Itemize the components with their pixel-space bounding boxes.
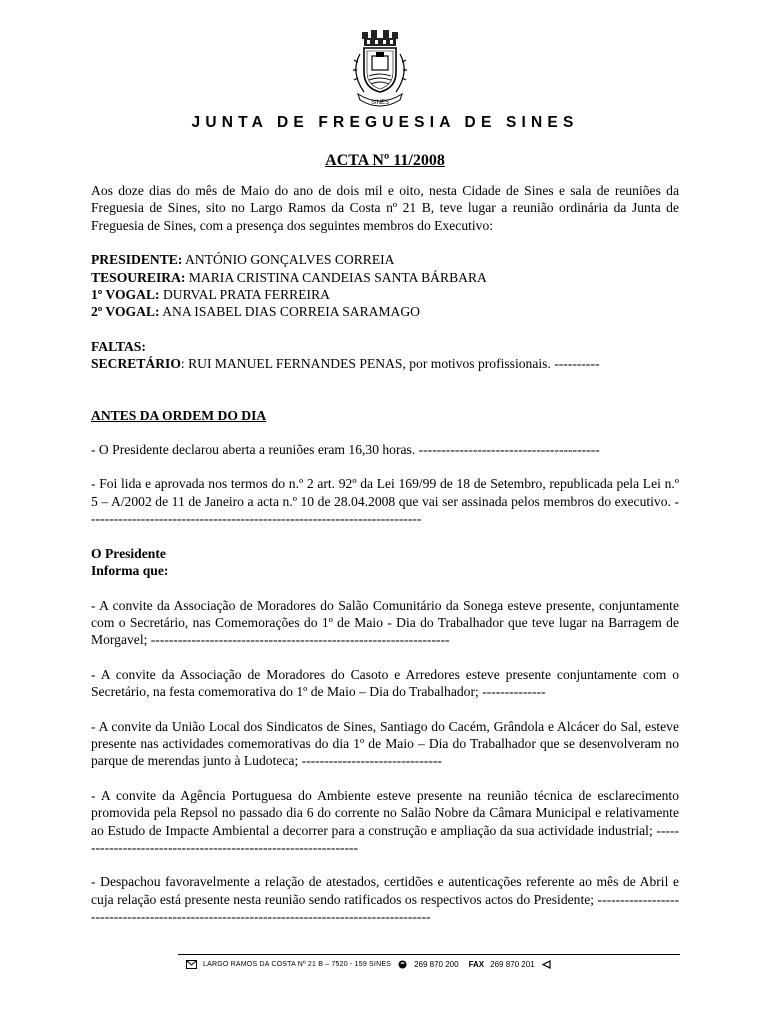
antes-paragraph-2: - Foi lida e aprovada nos termos do n.º 2 art. 92º da Lei 169/99 de 18 de Setembro, republicada pela Lei n.º 5 – A/2002 de 11 de Janeiro a acta n.º 10 de 28.04.2008 que vai ser assinada pelos membros do executivo. -------------------------------------------------------------------------- — [91, 476, 679, 527]
members-list — [91, 251, 679, 321]
informa-item: - A convite da Agência Portuguesa do Ambiente esteve presente na reunião técnica de esclarecimento promovida pela Repsol no passado dia 6 do corrente no Salão Nobre da Câmara Municipal e relativamente ao Estudo de Impacte Ambiental a decorrer para a construção e ampliação da sua actividade industrial; ---------------------------------------------------------------- — [91, 787, 679, 855]
faltas-line: SECRETÁRIO: RUI MANUEL FERNANDES PENAS, por motivos profissionais. ---------- — [91, 356, 600, 372]
member-1-vogal: 1º VOGAL: DURVAL PRATA FERREIRA — [91, 287, 330, 303]
page-footer — [186, 960, 552, 969]
antes-heading: ANTES DA ORDEM DO DIA — [91, 407, 267, 423]
informa-item: - Despachou favoravelmente a relação de atestados, certidões e autenticações referente ao mês de Abril e cuja relação está presente nesta reunião sendo ratificados os respectivos actos do Presidente; --------------------------------------------------------------------------------------------- — [91, 874, 679, 925]
coat-of-arms-icon — [340, 28, 420, 110]
footer-address: LARGO RAMOS DA COSTA Nº 21 B – 7520 - 159 SINES — [203, 961, 392, 968]
acta-title: ACTA Nº 11/2008 — [325, 152, 445, 169]
member-tesoureira: TESOUREIRA: MARIA CRISTINA CANDEIAS SANTA BÁRBARA — [91, 269, 487, 285]
intro-paragraph: Aos doze dias do mês de Maio do ano de dois mil e oito, nesta Cidade de Sines e sala de reuniões da Freguesia de Sines, sito no Largo Ramos da Costa nº 21 B, teve lugar a reunião ordinária da Junta de Freguesia de Sines, com a presença dos seguintes membros do Executivo: — [91, 183, 679, 233]
footer-divider — [178, 954, 680, 955]
envelope-icon — [186, 960, 197, 969]
crest-motto: SINES — [370, 100, 390, 106]
antes-paragraph-1: - O Presidente declarou aberta a reuniões eram 16,30 horas. ---------------------------------------- — [91, 442, 600, 458]
footer-fax: 269 870 201 — [490, 960, 535, 969]
presidente-heading: O Presidente — [91, 545, 166, 561]
informa-item: - A convite da Associação de Moradores do Salão Comunitário da Sonega esteve presente, conjuntamente com o Secretário, nas Comemorações do 1º de Maio - Dia do Trabalhador que teve lugar na Barragem de Morgavel; ------------------------------------------------------------------ — [91, 597, 679, 648]
page-header-title: JUNTA DE FREGUESIA DE SINES — [191, 114, 579, 131]
informa-item: - A convite da Associação de Moradores do Casoto e Arredores esteve presente conjuntamente com o Secretário, na festa comemorativa do 1º de Maio – Dia do Trabalhador; -------------- — [91, 666, 679, 700]
member-2-vogal: 2º VOGAL: ANA ISABEL DIAS CORREIA SARAMAGO — [91, 304, 420, 320]
footer-fax-label: FAX — [468, 960, 485, 969]
faltas-heading: FALTAS: — [91, 338, 146, 354]
phone-icon — [397, 960, 408, 969]
member-presidente: PRESIDENTE: ANTÓNIO GONÇALVES CORREIA — [91, 252, 395, 268]
footer-phone: 269 870 200 — [414, 960, 459, 969]
fax-icon — [541, 960, 552, 969]
informa-item: - A convite da União Local dos Sindicatos de Sines, Santiago do Cacém, Grândola e Alcácer do Sal, esteve presente nas actividades comemorativas do dia 1º de Maio – Dia do Trabalhador que se desenvolveram no parque de merendas junto à Ludoteca; ------------------------------- — [91, 718, 679, 769]
informa-heading: Informa que: — [91, 563, 169, 579]
document-body — [91, 182, 679, 926]
